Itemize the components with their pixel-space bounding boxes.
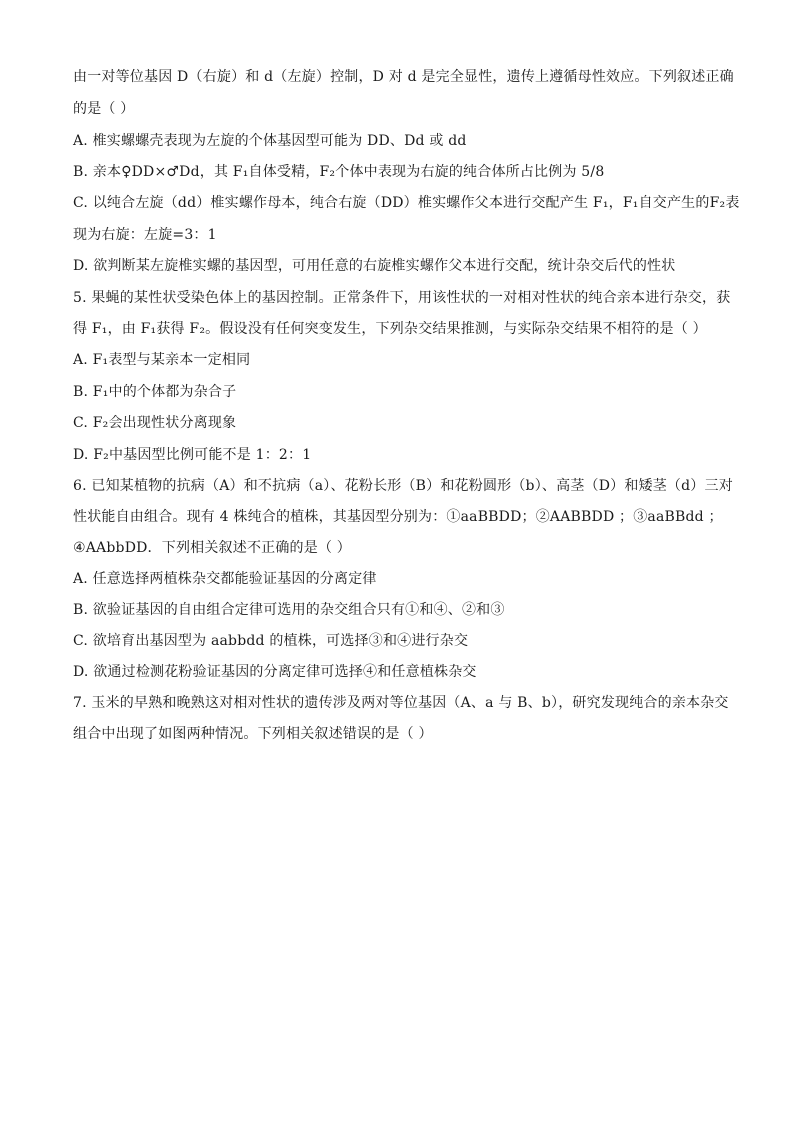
option-c: C. F₂会出现性状分离现象 — [73, 415, 237, 431]
text-line: 性状能自由组合。现有 4 株纯合的植株，其基因型分别为：①aaBBDD；②AABBDD ；③aaBBdd ； — [73, 509, 723, 525]
option-b: B. F₁中的个体都为杂合子 — [73, 384, 237, 400]
question-7: 7. 玉米的早熟和晚熟这对相对性状的遗传涉及两对等位基因（A、a 与 B、b），研究发现纯合的亲本杂交 — [73, 695, 729, 711]
text-line: 的是（ ） — [73, 101, 135, 117]
question-5: 5. 果蝇的某性状受染色体上的基因控制。正常条件下，用该性状的一对相对性状的纯合亲本进行杂交，获 — [73, 290, 731, 306]
text-line: 现为右旋：左旋=3：1 — [73, 227, 217, 243]
option-d: D. 欲判断某左旋椎实螺的基因型，可用任意的右旋椎实螺作父本进行交配，统计杂交后代的性状 — [73, 258, 676, 274]
text-line: 得 F₁，由 F₁获得 F₂。假设没有任何突变发生，下列杂交结果推测，与实际杂交结果不相符的是（ ） — [73, 321, 707, 337]
option-b: B. 欲验证基因的自由组合定律可选用的杂交组合只有①和④、②和③ — [73, 602, 505, 618]
option-a: A. 椎实螺螺壳表现为左旋的个体基因型可能为 DD、Dd 或 dd — [73, 133, 467, 149]
option-c: C. 欲培育出基因型为 aabbdd 的植株，可选择③和④进行杂交 — [73, 633, 469, 649]
option-d: D. F₂中基因型比例可能不是 1：2：1 — [73, 447, 312, 463]
question-6: 6. 已知某植物的抗病（A）和不抗病（a）、花粉长形（B）和花粉圆形（b）、高茎（D）和矮茎（d）三对 — [73, 478, 733, 494]
text-line: 由一对等位基因 D（右旋）和 d（左旋）控制，D 对 d 是完全显性，遗传上遵循母性效应。下列叙述正确 — [73, 69, 734, 85]
text-line: ④AAbbDD．下列相关叙述不正确的是（ ） — [73, 540, 351, 556]
text-line: 组合中出现了如图两种情况。下列相关叙述错误的是（ ） — [73, 726, 433, 742]
option-a: A. F₁表型与某亲本一定相同 — [73, 352, 251, 368]
option-b: B. 亲本♀DD×♂Dd，其 F₁自体受精，F₂个体中表现为右旋的纯合体所占比例为 5/8 — [73, 164, 605, 180]
option-a: A. 任意选择两植株杂交都能验证基因的分离定律 — [73, 571, 377, 587]
option-c: C. 以纯合左旋（dd）椎实螺作母本，纯合右旋（DD）椎实螺作父本进行交配产生 F₁，F₁自交产生的F₂表 — [73, 195, 740, 211]
option-d: D. 欲通过检测花粉验证基因的分离定律可选择④和任意植株杂交 — [73, 664, 477, 680]
